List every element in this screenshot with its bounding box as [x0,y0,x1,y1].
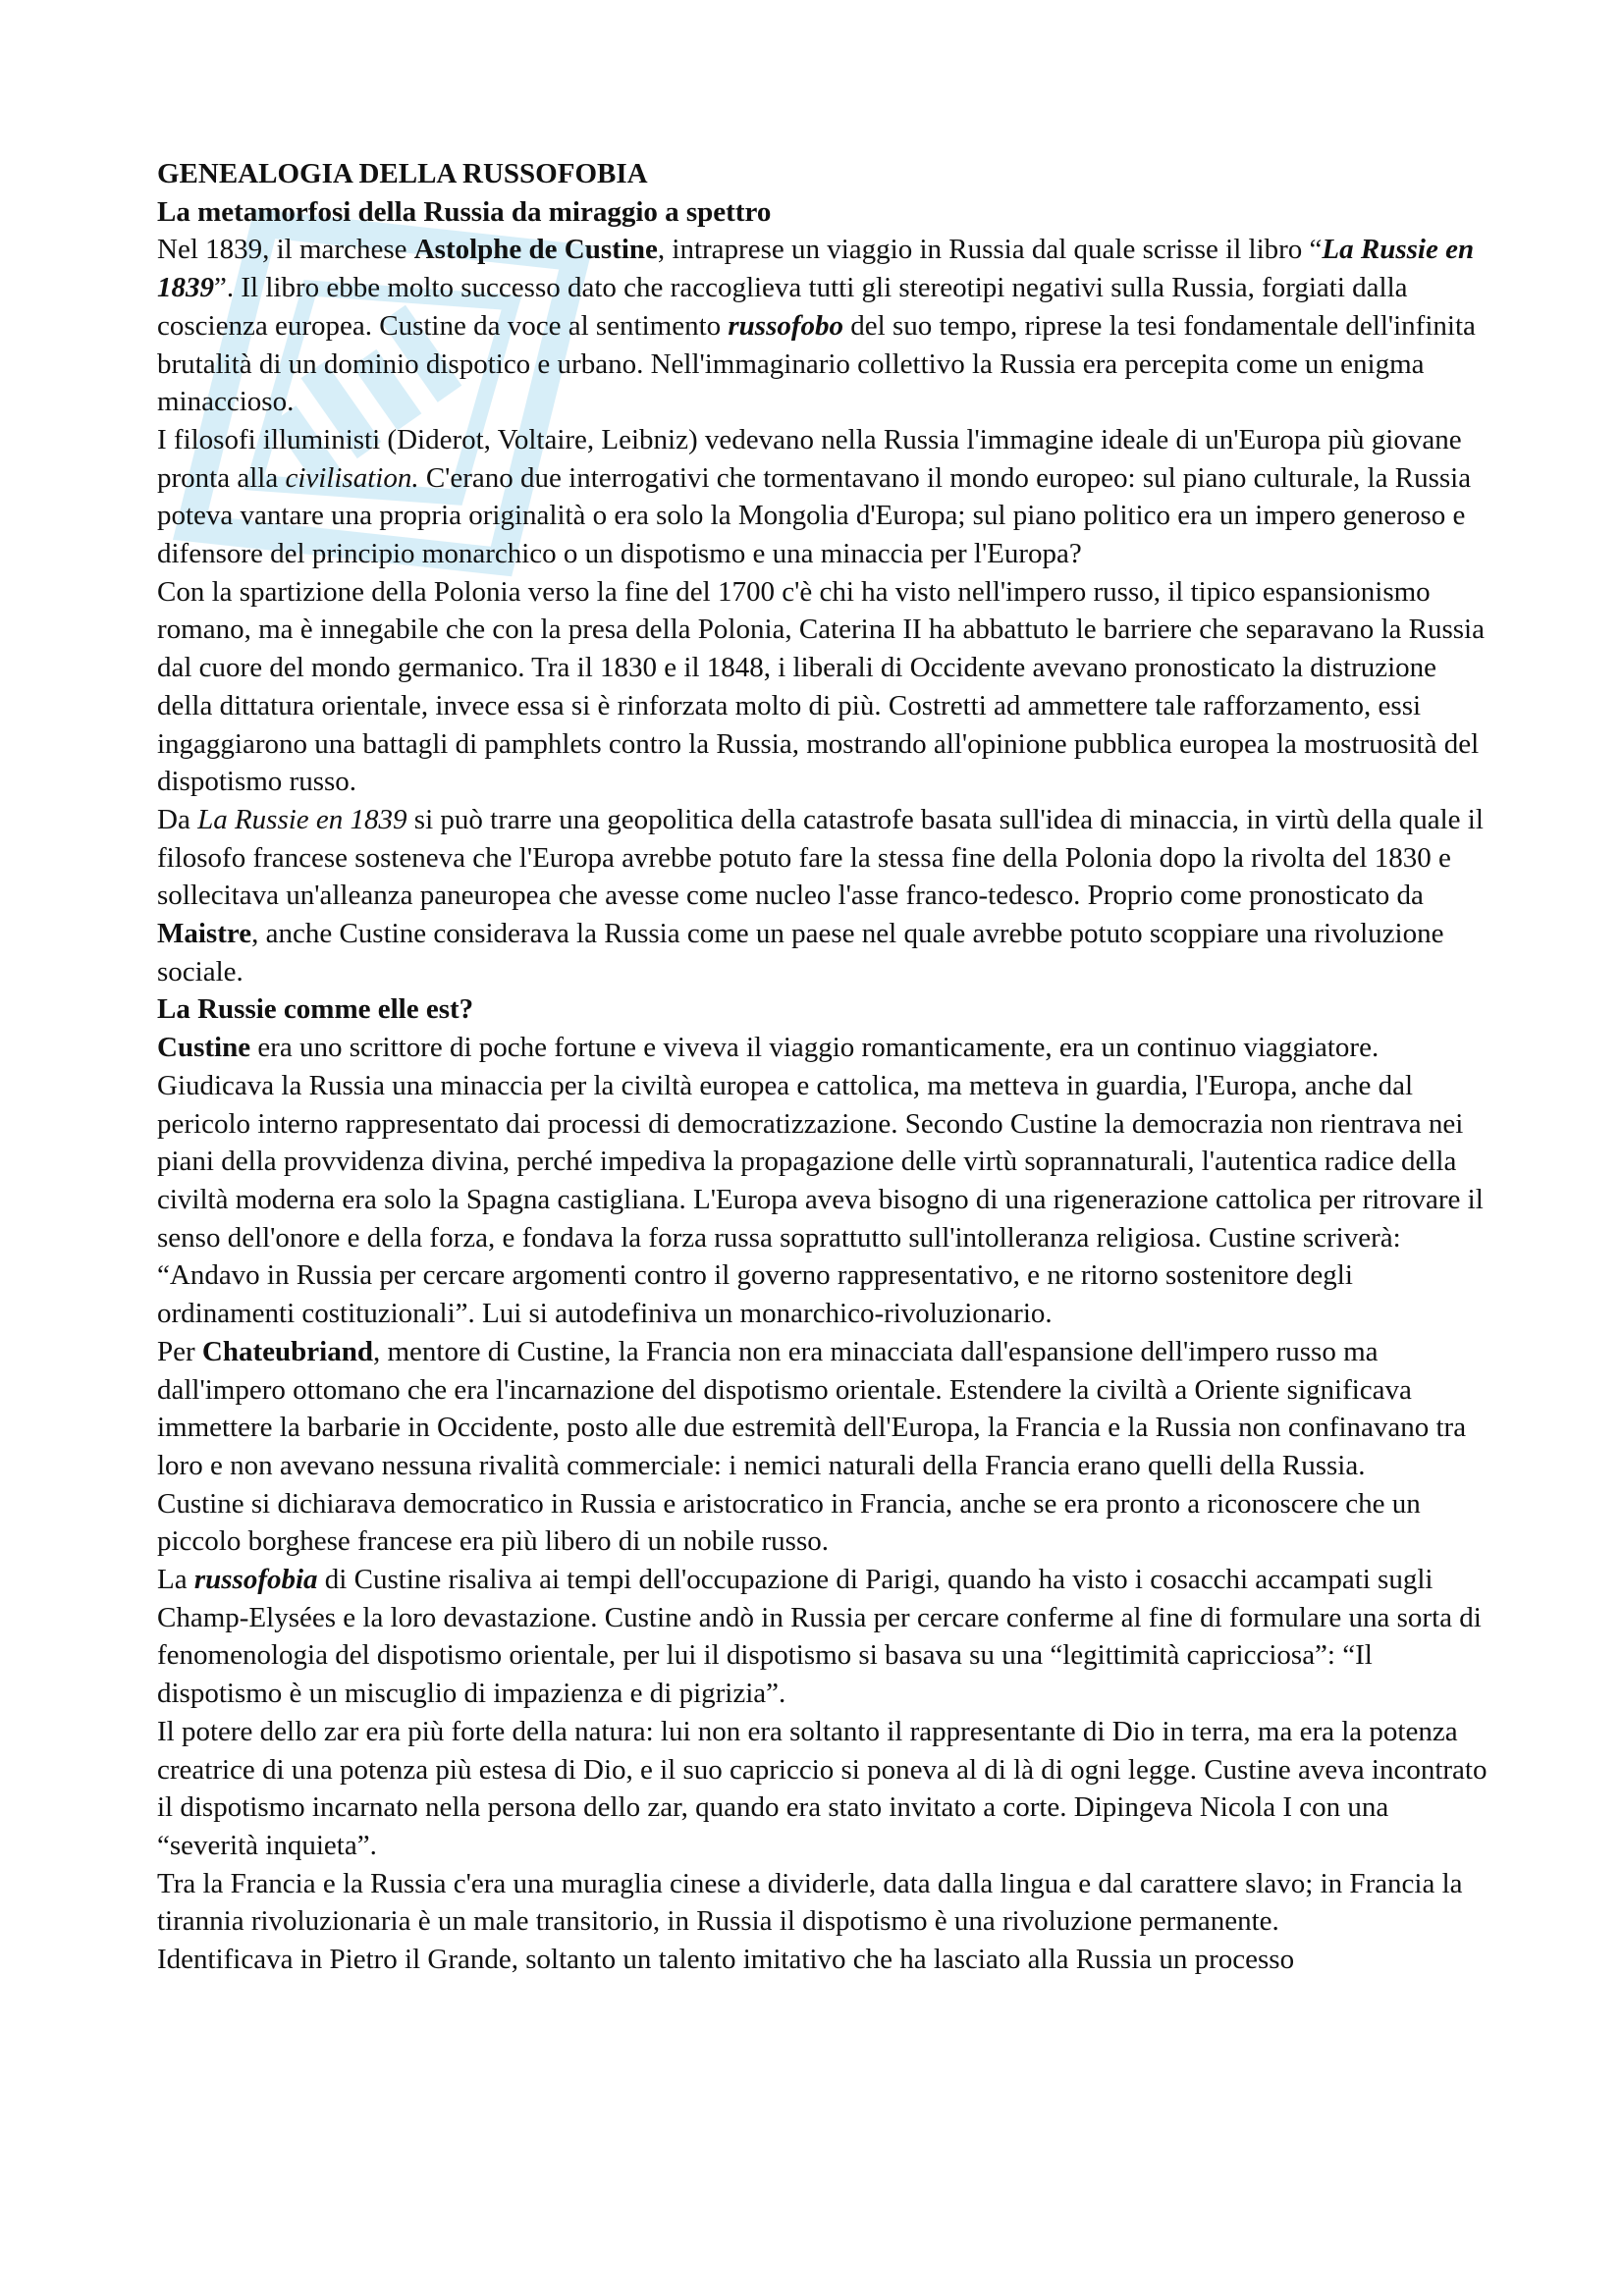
paragraph-8: La russofobia di Custine risaliva ai tempi dell'occupazione di Parigi, quando ha visto i cosacchi accampati sugli Champ-Elysées e la loro devastazione. Custine andò in Russia per cercare conferme al fine di formulare una sorta di fenomenologia del dispotismo orientale, per lui il dispotismo si basava su una “legittimità capricciosa”: “Il dispotismo è un miscuglio di impazienza e di pigrizia”. [157,1564,1482,1710]
paragraph-2: I filosofi illuministi (Diderot, Voltaire, Leibniz) vedevano nella Russia l'immagine ideale di un'Europa più giovane pronta alla civilisation. C'erano due interrogativi che tormentavano il mondo europeo: sul piano culturale, la Russia poteva vantare una propria originalità o era solo la Mongolia d'Europa; sul piano politico era un impero generoso e difensore del principio monarchico o un dispotismo e una minaccia per l'Europa? [157,423,1472,570]
emph-book-title: La Russie en 1839 [157,234,1475,304]
paragraph-3: Con la spartizione della Polonia verso la fine del 1700 c'è chi ha visto nell'impero russo, il tipico espansionismo romano, ma è innegabile che con la presa della Polonia, Caterina II ha abbattuto le barriere che separavano la Russia dal cuore del mondo germanico. Tra il 1830 e il 1848, i liberali di Occidente avevano pronosticato la distruzione della dittatura orientale, invece essa si è rinforzata molto di più. Costretti ad ammettere tale rafforzamento, essi ingaggiarono una battagli di pamphlets contro la Russia, mostrando all'opinione pubblica europea la mostruosità del dispotismo russo. [157,575,1485,798]
emph-name: Chateubriand [201,1335,373,1367]
paragraph-10: Tra la Francia e la Russia c'era una muraglia cinese a dividerle, data dalla lingua e dal carattere slavo; in Francia la tirannia rivoluzionaria è un male transitorio, in Russia il dispotismo è una rivoluzione permanente. [157,1867,1463,1938]
paragraph-7: Custine si dichiarava democratico in Russia e aristocratico in Francia, anche se era pronto a riconoscere che un piccolo borghese francese era più libero di un nobile russo. [157,1487,1421,1558]
paragraph-5: Custine era uno scrittore di poche fortune e viveva il viaggio romanticamente, era un continuo viaggiatore. Giudicava la Russia una minaccia per la civiltà europea e cattolica, ma metteva in guardia, l'Europa, anche dal pericolo interno rappresentato dai processi di democratizzazione. Secondo Custine la democrazia non rientrava nei piani della provvidenza divina, perché impediva la propagazione delle virtù soprannaturali, l'autentica radice della civiltà moderna era solo la Spagna castigliana. L'Europa aveva bisogno di una rigenerazione cattolica per ritrovare il senso dell'onore e della forza, e fondava la forza russa soprattutto sull'intolleranza religiosa. Custine scriverà: “Andavo in Russia per cercare argomenti contro il governo rappresentativo, e ne ritorno sostenitore degli ordinamenti costituzionali”. Lui si autodefiniva un monarchico-rivoluzionario. [157,1032,1484,1330]
document-body [157,155,1492,1979]
emph-term: civilisation. [285,461,419,494]
emph-book-title: La Russie en 1839 [197,803,407,835]
paragraph-11: Identificava in Pietro il Grande, soltanto un talento imitativo che ha lasciato alla Russia un processo [157,1944,1295,1976]
emph-term: russofobia [193,1564,318,1596]
section-heading-1: La metamorfosi della Russia da miraggio a spettro [157,195,772,228]
paragraph-9: Il potere dello zar era più forte della natura: lui non era soltanto il rappresentante di Dio in terra, ma era la potenza creatrice di una potenza più estesa di Dio, e il suo capriccio si poneva al di là di ogni legge. Custine aveva incontrato il dispotismo incarnato nella persona dello zar, quando era stato invitato a corte. Dipingeva Nicola I con una “severità inquieta”. [157,1715,1488,1861]
emph-name: Maistre [157,918,252,950]
section-heading-2: La Russie comme elle est? [157,993,474,1026]
emph-term: russofobo [728,309,844,342]
paragraph-1: Nel 1839, il marchese Astolphe de Custine, intraprese un viaggio in Russia dal quale scrisse il libro “La Russie en 1839”. Il libro ebbe molto successo dato che raccoglieva tutti gli stereotipi negativi sulla Russia, forgiati dalla coscienza europea. Custine da voce al sentimento russofobo del suo tempo, riprese la tesi fondamentale dell'infinita brutalità di un dominio dispotico e urbano. Nell'immaginario collettivo la Russia era percepita come un enigma minaccioso. [157,234,1476,418]
emph-name: Custine [157,1032,251,1064]
paragraph-4: Da La Russie en 1839 si può trarre una geopolitica della catastrofe basata sull'idea di minaccia, in virtù della quale il filosofo francese sosteneva che l'Europa avrebbe potuto fare la stessa fine della Polonia dopo la rivolta del 1830 e sollecitava un'alleanza paneuropea che avesse come nucleo l'asse franco-tedesco. Proprio come pronosticato da Maistre, anche Custine considerava la Russia come un paese nel quale avrebbe potuto scoppiare una rivoluzione sociale. [157,803,1484,988]
paragraph-6: Per Chateubriand, mentore di Custine, la Francia non era minacciata dall'espansione dell'impero russo ma dall'impero ottomano che era l'incarnazione del dispotismo orientale. Estendere la civiltà a Oriente significava immettere la barbarie in Occidente, posto alle due estremità dell'Europa, la Francia e la Russia non confinavano tra loro e non avevano nessuna rivalità commerciale: i nemici naturali della Francia erano quelli della Russia. [157,1335,1467,1481]
document-title: GENEALOGIA DELLA RUSSOFOBIA [157,158,648,189]
emph-name: Astolphe de Custine [413,234,658,266]
